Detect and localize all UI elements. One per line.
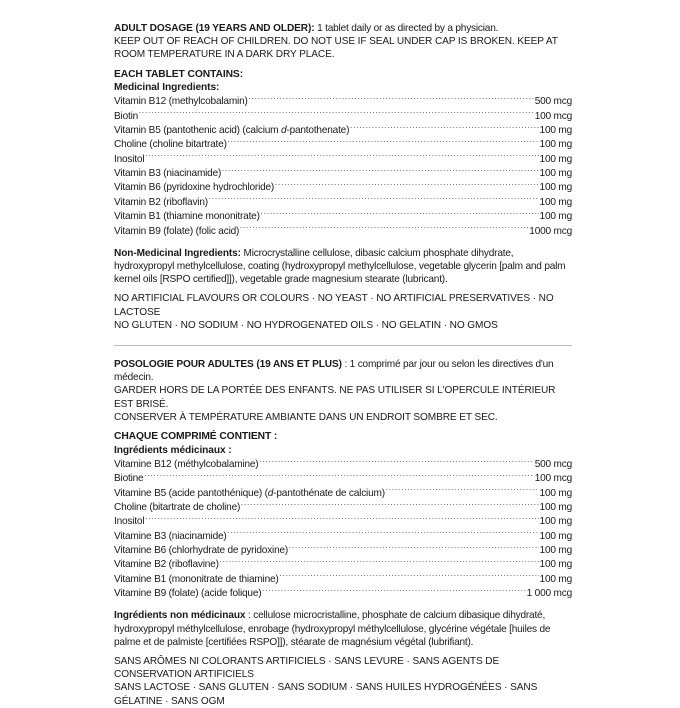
french-free-from-line-1: SANS ARÔMES NI COLORANTS ARTIFICIELS · SANS LEVURE · SANS AGENTS DE CONSERVATION ARTIFICIELS xyxy=(114,655,500,681)
english-each-tablet-heading: EACH TABLET CONTAINS: xyxy=(114,68,244,80)
ingredient-name: Vitamine B12 (méthylcobalamine) xyxy=(114,458,259,470)
french-dosage-statement xyxy=(114,358,572,384)
leader-dots xyxy=(145,152,539,162)
english-ingredient-list xyxy=(114,94,572,237)
french-section xyxy=(114,358,572,708)
ingredient-name: Inositol xyxy=(114,153,145,165)
ingredient-name: Vitamin B6 (pyridoxine hydrochloride) xyxy=(114,182,275,194)
ingredient-name: Vitamine B6 (chlorhydrate de pyridoxine) xyxy=(114,544,289,556)
french-dosage-text: : 1 comprimé par jour ou selon les directives d'un médecin. xyxy=(114,359,554,384)
ingredient-row xyxy=(114,166,572,180)
ingredient-amount: 100 mg xyxy=(539,196,572,208)
ingredient-amount: 100 mg xyxy=(539,153,572,165)
ingredient-amount: 100 mg xyxy=(539,125,572,137)
leader-dots xyxy=(240,224,529,234)
french-free-from-line-2: SANS LACTOSE · SANS GLUTEN · SANS SODIUM · SANS HUILES HYDROGÉNÉES · SANS GÉLATINE · SANS OGM xyxy=(114,682,538,707)
english-dosage-heading: ADULT DOSAGE (19 YEARS AND OLDER): xyxy=(114,23,315,34)
ingredient-amount: 500 mcg xyxy=(534,96,572,108)
leader-dots xyxy=(227,529,539,539)
ingredient-amount: 100 mg xyxy=(539,139,572,151)
ingredient-amount: 100 mg xyxy=(539,559,572,571)
leader-dots xyxy=(144,471,534,481)
ingredient-name: Choline (bitartrate de choline) xyxy=(114,501,241,513)
language-section-divider xyxy=(114,345,572,346)
english-dosage-text: 1 tablet daily or as directed by a physician. xyxy=(314,23,499,34)
french-warning-line-1: GARDER HORS DE LA PORTÉE DES ENFANTS. NE PAS UTILISER SI L'OPERCULE INTÉRIEUR EST BRISÉ. xyxy=(114,385,556,410)
ingredient-name: Vitamin B3 (niacinamide) xyxy=(114,168,222,180)
english-free-from-line-2: NO GLUTEN · NO SODIUM · NO HYDROGENATED OILS · NO GELATIN · NO GMOS xyxy=(114,319,498,331)
english-non-medicinal-paragraph xyxy=(114,247,572,287)
leader-dots xyxy=(259,457,534,467)
ingredient-row xyxy=(114,486,572,500)
french-dosage-heading: POSOLOGIE POUR ADULTES (19 ANS ET PLUS) xyxy=(114,359,342,371)
leader-dots xyxy=(241,500,539,510)
english-warning-line-2: ROOM TEMPERATURE IN A DARK DRY PLACE. xyxy=(114,49,335,61)
ingredient-amount: 100 mg xyxy=(539,544,572,556)
ingredient-amount: 100 mg xyxy=(539,168,572,180)
ingredient-amount: 100 mcg xyxy=(534,473,572,485)
french-non-medicinal-text: : cellulose microcristalline, phosphate de calcium dibasique dihydraté, hydroxypropyl méthylcellulose, enrobage (hydroxypropyl méthylcellulose, glycérine végétale [huiles de palme et de palmiste [certifiées RSPO]]), stéarate de magnésium végétal (lubrifiant). xyxy=(114,610,551,648)
english-free-from-line-1: NO ARTIFICIAL FLAVOURS OR COLOURS · NO YEAST · NO ARTIFICIAL PRESERVATIVES · NO LACTOSE xyxy=(114,293,554,318)
ingredient-row xyxy=(114,209,572,223)
ingredient-amount: 100 mg xyxy=(539,516,572,528)
ingredient-amount: 100 mg xyxy=(539,487,572,499)
leader-dots xyxy=(139,109,535,119)
ingredient-row xyxy=(114,529,572,543)
ingredient-row xyxy=(114,94,572,108)
ingredient-amount: 100 mcg xyxy=(534,110,572,122)
ingredient-name: Vitamine B5 (acide pantothénique) (d-pantothénate de calcium) xyxy=(114,487,385,499)
ingredient-amount: 1000 mcg xyxy=(529,225,572,237)
ingredient-row xyxy=(114,514,572,528)
leader-dots xyxy=(222,166,539,176)
ingredient-name: Vitamin B5 (pantothenic acid) (calcium d-pantothenate) xyxy=(114,125,350,137)
ingredient-name: Vitamine B9 (folate) (acide folique) xyxy=(114,588,262,599)
english-warning-line-1: KEEP OUT OF REACH OF CHILDREN. DO NOT USE IF SEAL UNDER CAP IS BROKEN. KEEP AT xyxy=(114,36,558,48)
ingredient-name: Vitamine B3 (niacinamide) xyxy=(114,530,227,542)
french-each-tablet-heading: CHAQUE COMPRIMÉ CONTIENT : xyxy=(114,431,278,443)
ingredient-name: Vitamin B9 (folate) (folic acid) xyxy=(114,225,240,237)
leader-dots xyxy=(289,543,539,553)
english-medicinal-heading: Medicinal Ingredients: xyxy=(114,82,220,94)
leader-dots xyxy=(260,209,539,219)
ingredient-row xyxy=(114,180,572,194)
ingredient-row xyxy=(114,572,572,586)
english-dosage-statement xyxy=(114,22,572,35)
ingredient-name: Vitamine B2 (riboflavine) xyxy=(114,559,219,571)
ingredient-amount: 100 mg xyxy=(539,573,572,585)
ingredient-name: Vitamine B1 (mononitrate de thiamine) xyxy=(114,573,279,585)
leader-dots xyxy=(208,195,539,205)
french-medicinal-heading: Ingrédients médicinaux : xyxy=(114,444,232,456)
leader-dots xyxy=(279,572,539,582)
english-non-medicinal-text: Microcrystalline cellulose, dibasic calcium phosphate dihydrate, hydroxypropyl methylcellulose, coating (hydroxypropyl methylcellulose, vegetable glycerin [palm and palm kernel oils [RSPO certified]]), vegetable grade magnesium stearate (lubricant). xyxy=(114,247,566,286)
ingredient-row xyxy=(114,471,572,485)
ingredient-row xyxy=(114,543,572,557)
leader-dots xyxy=(248,94,534,104)
ingredient-amount: 100 mg xyxy=(539,530,572,542)
ingredient-row xyxy=(114,586,572,600)
ingredient-row xyxy=(114,123,572,137)
ingredient-amount: 1 000 mcg xyxy=(526,588,572,599)
ingredient-row xyxy=(114,195,572,209)
ingredient-row xyxy=(114,500,572,514)
ingredient-name: Biotine xyxy=(114,473,144,485)
french-non-medicinal-heading: Ingrédients non médicinaux xyxy=(114,610,246,622)
leader-dots xyxy=(350,123,539,133)
ingredient-row xyxy=(114,152,572,166)
ingredient-row xyxy=(114,557,572,571)
english-section xyxy=(114,22,572,332)
ingredient-amount: 100 mg xyxy=(539,182,572,194)
ingredient-name: Vitamin B12 (methylcobalamin) xyxy=(114,96,248,108)
leader-dots xyxy=(385,486,539,496)
leader-dots xyxy=(145,514,539,524)
ingredient-name: Inositol xyxy=(114,516,145,528)
french-ingredient-list xyxy=(114,457,572,600)
ingredient-name: Vitamin B1 (thiamine mononitrate) xyxy=(114,211,260,223)
leader-dots xyxy=(275,180,539,190)
english-non-medicinal-heading: Non-Medicinal Ingredients: xyxy=(114,247,241,259)
ingredient-amount: 100 mg xyxy=(539,211,572,223)
ingredient-row xyxy=(114,137,572,151)
ingredient-row xyxy=(114,109,572,123)
leader-dots xyxy=(219,557,539,567)
french-non-medicinal-paragraph xyxy=(114,609,572,649)
ingredient-name: Vitamin B2 (riboflavin) xyxy=(114,196,208,208)
leader-dots xyxy=(262,586,526,596)
ingredient-name: Choline (choline bitartrate) xyxy=(114,139,227,151)
leader-dots xyxy=(227,137,539,147)
ingredient-row xyxy=(114,457,572,471)
french-warning-line-2: CONSERVER À TEMPÉRATURE AMBIANTE DANS UN ENDROIT SOMBRE ET SEC. xyxy=(114,411,498,423)
ingredient-row xyxy=(114,224,572,238)
ingredient-amount: 500 mcg xyxy=(534,458,572,470)
ingredient-amount: 100 mg xyxy=(539,501,572,513)
ingredient-name: Biotin xyxy=(114,110,139,122)
